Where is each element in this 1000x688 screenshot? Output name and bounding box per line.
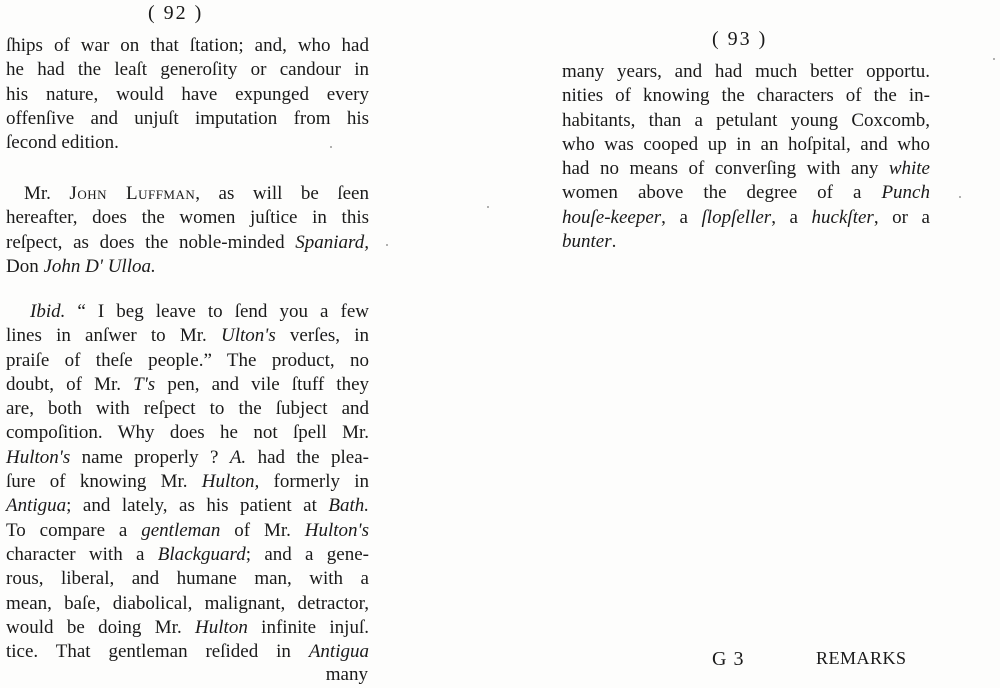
text-line: compoſition. Why does he not ſpell Mr.: [6, 422, 369, 444]
text-line: Antigua; and lately, as his patient at Bath.: [6, 495, 369, 517]
text-line: character with a Blackguard; and a gene-: [6, 543, 370, 565]
text-line: habitants, than a petulant young Coxcomb,: [562, 109, 930, 131]
page-number-left: ( 92 ): [148, 2, 204, 24]
text-line: hereafter, does the women juſtice in this: [6, 207, 369, 229]
text-line: ſecond edition.: [6, 132, 119, 154]
text-line: doubt, of Mr. T's pen, and vile ſtuff they: [6, 373, 369, 395]
text-line: bunter.: [562, 231, 617, 253]
print-speck: [959, 196, 961, 198]
catchword-right: REMARKS: [816, 648, 907, 668]
text-line: would be doing Mr. Hulton infinite injuſ.: [6, 616, 369, 638]
catchword-left: many: [325, 664, 368, 685]
text-line: who was cooped up in an hoſpital, and who: [562, 133, 930, 155]
paragraph-luffman: [6, 182, 369, 279]
print-speck: [386, 244, 388, 246]
signature-mark: G 3: [712, 648, 745, 670]
text-line: rous, liberal, and humane man, with a: [6, 568, 369, 590]
text-line: To compare a gentleman of Mr. Hulton's: [6, 519, 370, 541]
text-line: Don John D' Ulloa.: [6, 255, 156, 277]
text-line: ſhips of war on that ſtation; and, who had: [6, 35, 369, 56]
text-line: reſpect, as does the noble-minded Spaniard,: [6, 231, 369, 253]
text-line: lines in anſwer to Mr. Ulton's verſes, in: [6, 325, 369, 347]
paragraph-many-years: [562, 60, 930, 254]
text-line: mean, baſe, diabolical, malignant, detractor,: [6, 592, 369, 614]
print-speck: [487, 206, 489, 208]
page-number-right: ( 93 ): [712, 28, 768, 50]
text-line: had no means of converſing with any white: [562, 158, 930, 180]
text-line: are, both with reſpect to the ſubject and: [6, 398, 369, 420]
text-line: Ibid. “ I beg leave to ſend you a few: [30, 301, 369, 322]
author-name: John Luffman: [69, 183, 196, 204]
text-line: nities of knowing the characters of the in-: [562, 85, 930, 107]
text-line: Mr. John Luffman, as will be ſeen: [24, 183, 369, 204]
text-line: praiſe of theſe people.” The product, no: [6, 349, 369, 371]
text-line: many years, and had much better opportu.: [562, 61, 930, 82]
text-line: tice. That gentleman reſided in Antigua: [6, 641, 369, 663]
text-line: houſe-keeper, a ſlopſeller, a huckſter, or a: [562, 206, 930, 228]
text-line: ſure of knowing Mr. Hulton, formerly in: [6, 471, 369, 493]
text-line: he had the leaſt generoſity or candour in: [6, 59, 369, 81]
text-line: women above the degree of a Punch: [562, 182, 930, 204]
right-page: [500, 0, 1000, 688]
text-line: Hulton's name properly ? A. had the plea-: [6, 446, 369, 468]
print-speck: [330, 146, 332, 148]
text-line: offenſive and unjuſt imputation from his: [6, 107, 369, 129]
text-line: his nature, would have expunged every: [6, 83, 369, 105]
paragraph-ships-of-war: [6, 34, 369, 155]
print-speck: [993, 58, 995, 60]
paragraph-ibid: [6, 300, 369, 664]
